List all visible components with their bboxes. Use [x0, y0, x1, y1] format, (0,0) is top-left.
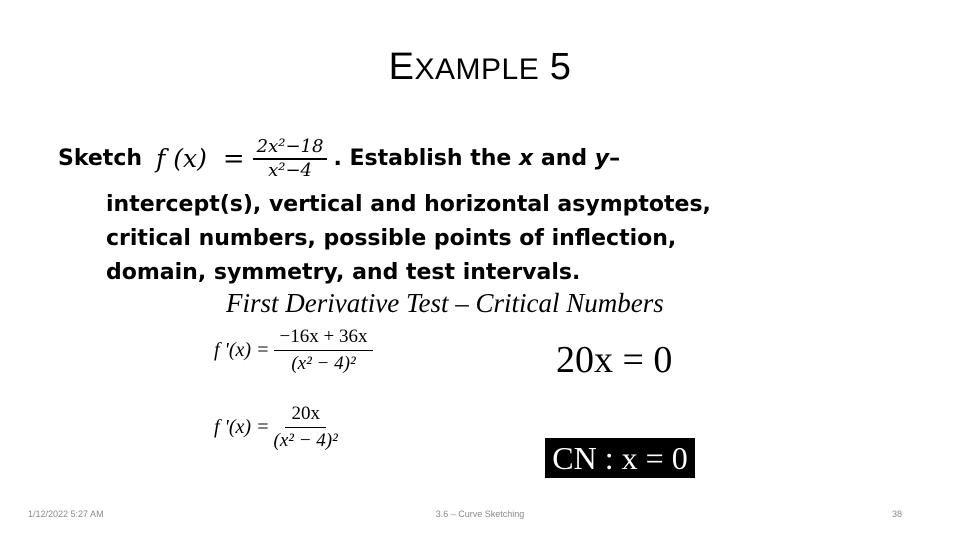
title-rest: XAMPLE — [414, 53, 540, 86]
function-denominator: x²−4 — [268, 160, 312, 181]
title-number: 5 — [549, 46, 572, 88]
derivative-1 — [214, 326, 373, 375]
function-name: f (x) — [156, 144, 207, 173]
footer-page-number: 38 — [891, 509, 902, 519]
derivative-1-numerator: −16x + 36x — [274, 326, 374, 351]
function-numerator: 2x²−18 — [253, 136, 328, 160]
title-first-letter: E — [388, 46, 415, 88]
function-fraction — [253, 136, 328, 182]
derivative-2 — [214, 403, 338, 452]
derivative-1-fraction — [274, 326, 374, 375]
problem-line-3: critical numbers, possible points of inflection, — [106, 226, 677, 251]
equals-sign: = — [222, 144, 245, 174]
derivative-equation: 20x = 0 — [556, 339, 673, 381]
x-variable: x — [518, 146, 534, 171]
derivative-2-denominator: (x² − 4)² — [273, 430, 338, 451]
sketch-word: Sketch — [58, 146, 143, 171]
problem-line-1 — [58, 130, 858, 188]
dash: – — [609, 146, 621, 171]
slide-title — [0, 46, 960, 89]
y-variable: y — [594, 146, 610, 171]
derivative-1-denominator: (x² − 4)² — [291, 353, 356, 374]
problem-statement — [58, 130, 858, 290]
derivative-1-lhs: f '(x) = — [214, 339, 270, 361]
critical-number-text: CN : x = 0 — [552, 439, 688, 476]
section-subtitle: First Derivative Test – Critical Numbers — [226, 288, 664, 318]
problem-line-4: domain, symmetry, and test intervals. — [106, 260, 581, 285]
derivative-2-fraction — [274, 403, 338, 452]
footer-date: 1/12/2022 5:27 AM — [28, 509, 104, 519]
problem-line-2: intercept(s), vertical and horizontal asymptotes, — [106, 192, 711, 217]
footer-title: 3.6 – Curve Sketching — [435, 509, 525, 519]
derivative-2-lhs: f '(x) = — [214, 416, 270, 438]
critical-number-box — [545, 438, 695, 478]
and-word: and — [540, 146, 588, 171]
derivative-2-numerator: 20x — [285, 403, 326, 428]
establish-text: . Establish the — [333, 146, 512, 171]
